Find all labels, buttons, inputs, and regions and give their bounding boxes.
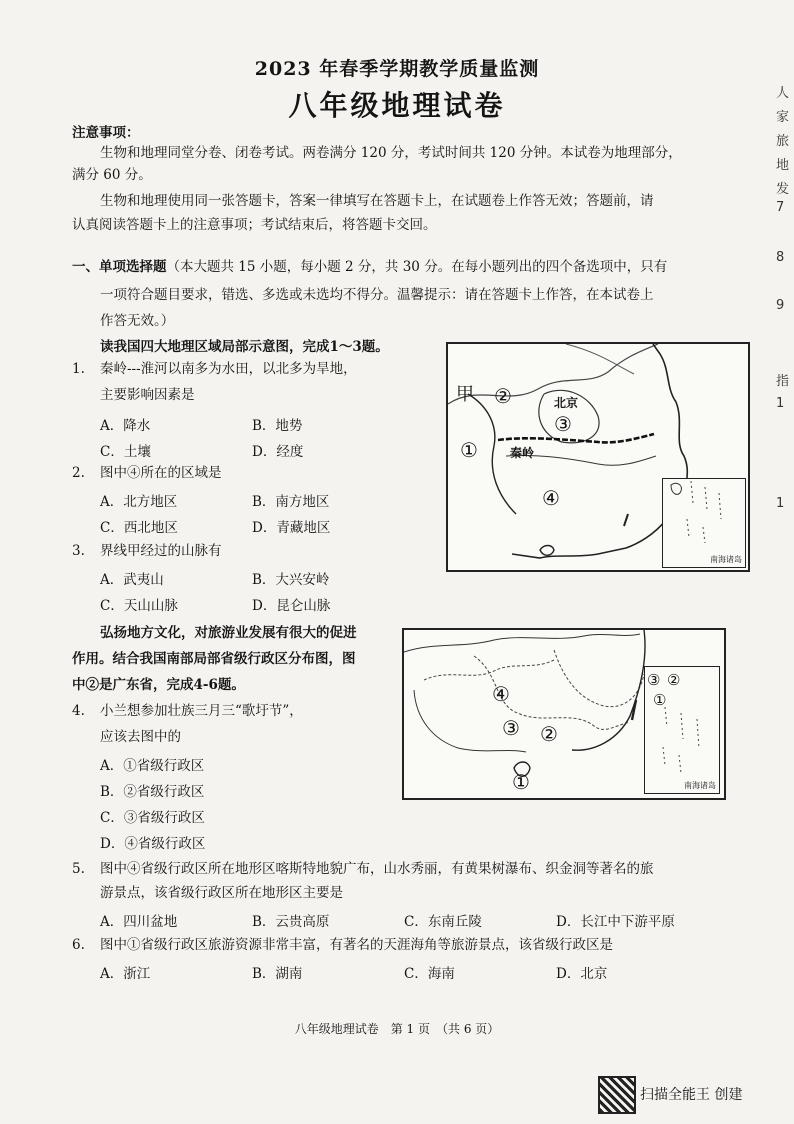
map2-marker-1: ① — [512, 770, 530, 794]
notice-p1-line1: 生物和地理同堂分卷、闭卷考试。两卷满分 120 分，考试时间共 120 分钟。本试卷为地理部分， — [100, 145, 682, 161]
q5-option-d: D．长江中下游平原 — [556, 914, 675, 930]
q6-option-d: D．北京 — [556, 966, 608, 982]
q3-option-d: D．昆仑山脉 — [252, 598, 331, 614]
edge-char-4: 地 — [776, 158, 790, 173]
q2-option-b: B．南方地区 — [252, 494, 330, 510]
map2-inset-marker-2: ② — [667, 671, 681, 689]
q5-number: 5. — [72, 861, 85, 877]
map1-marker-2: ② — [494, 384, 512, 408]
q5-option-a: A．四川盆地 — [100, 914, 178, 930]
group1-intro: 读我国四大地理区域局部示意图，完成1～3题。 — [100, 339, 389, 355]
q6-option-b: B．湖南 — [252, 966, 303, 982]
q4-number: 4. — [72, 703, 85, 719]
notice-p2-line1: 生物和地理使用同一张答题卡，答案一律填写在答题卡上，在试题卷上作答无效；答题前，请 — [100, 193, 654, 209]
q2-option-d: D．青藏地区 — [252, 520, 331, 536]
q5-option-b: B．云贵高原 — [252, 914, 330, 930]
q3-stem: 界线甲经过的山脉有 — [100, 543, 222, 559]
watermark-text: 扫描全能王 创建 — [640, 1087, 743, 1103]
map1-inset-drawing — [663, 479, 745, 549]
edge-char-1: 人 — [776, 86, 790, 101]
q3-option-a: A．武夷山 — [100, 572, 164, 588]
exam-title: 2023 年春季学期教学质量监测 — [254, 58, 540, 80]
section1-desc: （本大题共 15 小题，每小题 2 分，共 30 分。在每小题列出的四个备选项中，只有 — [166, 259, 668, 275]
q1-stem-2: 主要影响因素是 — [100, 387, 195, 403]
map2-marker-3: ③ — [502, 716, 520, 740]
q2-stem: 图中④所在的区域是 — [100, 465, 222, 481]
map-south-provinces — [402, 628, 726, 800]
map1-marker-4: ④ — [542, 486, 560, 510]
map2-inset-marker-1: ① — [653, 691, 667, 709]
exam-subtitle: 八年级地理试卷 — [288, 89, 506, 122]
q4-option-d: D．④省级行政区 — [100, 836, 206, 852]
map2-marker-2: ② — [540, 722, 558, 746]
q6-number: 6. — [72, 937, 85, 953]
q3-option-c: C．天山山脉 — [100, 598, 178, 614]
q2-option-c: C．西北地区 — [100, 520, 178, 536]
q4-option-b: B．②省级行政区 — [100, 784, 205, 800]
q5-stem-1: 图中④省级行政区所在地形区喀斯特地貌广布，山水秀丽，有黄果树瀑布、织金洞等著名的旅 — [100, 861, 654, 877]
qr-code-icon — [598, 1076, 636, 1114]
edge-char-8: 9 — [776, 298, 785, 313]
edge-char-7: 8 — [776, 250, 785, 265]
q6-stem: 图中①省级行政区旅游资源非常丰富，有著名的天涯海角等旅游景点，该省级行政区是 — [100, 937, 613, 953]
map2-marker-4: ④ — [492, 682, 510, 706]
edge-char-11: 1 — [776, 496, 785, 511]
notice-heading: 注意事项： — [72, 125, 140, 141]
q4-option-a: A．①省级行政区 — [100, 758, 205, 774]
edge-char-3: 旅 — [776, 134, 790, 149]
map2-inset-drawing — [645, 703, 719, 783]
q6-option-a: A．浙江 — [100, 966, 151, 982]
q1-stem-1: 秦岭---淮河以南多为水田，以北多为旱地， — [100, 361, 357, 377]
q1-option-c: C．土壤 — [100, 444, 151, 460]
section1-line1 — [72, 254, 667, 280]
q5-option-c: C．东南丘陵 — [404, 914, 482, 930]
beijing-label: 北京 — [554, 396, 579, 410]
map1-marker-3: ③ — [554, 412, 572, 436]
q1-number: 1. — [72, 361, 85, 377]
q2-option-a: A．北方地区 — [100, 494, 178, 510]
section1-heading: 一、单项选择题 — [72, 259, 167, 275]
q4-stem-1: 小兰想参加壮族三月三“歌圩节”， — [100, 703, 303, 719]
q1-option-b: B．地势 — [252, 418, 303, 434]
q6-option-c: C．海南 — [404, 966, 455, 982]
group2-intro-1: 弘扬地方文化，对旅游业发展有很大的促进 — [100, 625, 357, 641]
map1-marker-1: ① — [460, 438, 478, 462]
map2-inset-caption: 南海诸岛 — [684, 781, 716, 790]
edge-char-5: 发 — [776, 182, 790, 197]
q3-option-b: B．大兴安岭 — [252, 572, 330, 588]
q4-stem-2: 应该去图中的 — [100, 729, 181, 745]
map2-inset — [644, 666, 720, 794]
q5-stem-2: 游景点，该省级行政区所在地形区主要是 — [100, 885, 343, 901]
q1-option-d: D．经度 — [252, 444, 304, 460]
map-four-regions — [446, 342, 750, 572]
notice-p2-line2: 认真阅读答题卡上的注意事项；考试结束后，将答题卡交回。 — [72, 217, 437, 233]
edge-char-9: 指 — [776, 374, 790, 389]
q1-option-a: A．降水 — [100, 418, 151, 434]
q3-number: 3. — [72, 543, 85, 559]
group2-intro-2: 作用。结合我国南部局部省级行政区分布图，图 — [72, 651, 356, 667]
page-footer: 八年级地理试卷 第 1 页 （共 6 页） — [294, 1022, 500, 1036]
edge-char-6: 7 — [776, 200, 785, 215]
q2-number: 2. — [72, 465, 85, 481]
section1-line2: 一项符合题目要求，错选、多选或未选均不得分。温馨提示：请在答题卡上作答，在本试卷上 — [100, 287, 654, 303]
qinling-label: 秦岭 — [510, 446, 535, 460]
section1-line3: 作答无效。） — [100, 313, 175, 329]
edge-char-2: 家 — [776, 110, 790, 125]
boundary-jia-label: 甲 — [456, 384, 474, 405]
notice-p1-line2: 满分 60 分。 — [72, 167, 152, 183]
map1-inset — [662, 478, 746, 568]
map2-inset-marker-3: ③ — [647, 671, 661, 689]
edge-char-10: 1 — [776, 396, 785, 411]
map1-inset-caption: 南海诸岛 — [710, 555, 742, 564]
group2-intro-3: 中②是广东省，完成4-6题。 — [72, 677, 245, 693]
q4-option-c: C．③省级行政区 — [100, 810, 205, 826]
